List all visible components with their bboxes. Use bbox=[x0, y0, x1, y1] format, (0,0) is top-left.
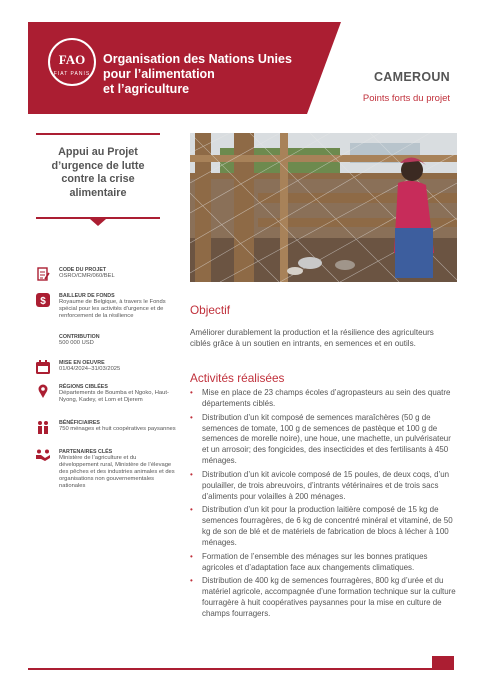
info-value: Départements de Boumba et Ngoko, Haut-Nyong, Kadey, et Lom et Djerem bbox=[59, 390, 169, 404]
handshake-icon bbox=[36, 449, 50, 463]
objective-text: Améliorer durablement la production et la résilience des agriculteurs ciblés grâce à un soutien en intrants, en semences et en outils. bbox=[190, 328, 434, 348]
info-funding bbox=[36, 293, 176, 320]
objective-title: Objectif bbox=[190, 303, 230, 317]
activity-item: • Distribution d’un kit pour la production laitière composé de 15 kg de semences fourragères, de 6 kg de concentré minéral et vitaminé, de 50 kg de son de blé et de matériels de fabrication de blocs à lécher à 100 ménages. bbox=[190, 505, 458, 549]
calendar-icon bbox=[36, 360, 50, 374]
info-contribution bbox=[36, 334, 176, 347]
title-notch bbox=[90, 219, 106, 226]
activity-item: • Mise en place de 23 champs écoles d’agropasteurs au sein des quatre départements ciblés. bbox=[190, 388, 458, 410]
footer-line bbox=[28, 668, 454, 670]
project-title-line: d’urgence de lutte bbox=[51, 159, 145, 172]
info-label: CODE DU PROJET bbox=[59, 267, 107, 273]
org-line: et l’agriculture bbox=[103, 82, 190, 96]
info-regions bbox=[36, 384, 176, 404]
info-value: 500 000 USD bbox=[59, 340, 94, 346]
info-value: 01/04/2024–31/03/2025 bbox=[59, 366, 121, 372]
info-value: Royaume de Belgique, à travers le Fonds spécial pour les activités d’urgence et de renforcement de la résilience bbox=[59, 299, 166, 320]
info-project-code bbox=[36, 267, 176, 280]
activity-item: • Distribution d’un kit composé de semences maraîchères (50 g de semences de tomate, 100 g de semences de pastèque et 100 g de semences de morelle noire), une houe, une machette, un pulvérisateur et un arrosoir; des fongicides, des insecticides et des fertilisants à 450 ménages. bbox=[190, 413, 458, 468]
project-title-line: alimentaire bbox=[69, 186, 127, 199]
info-value: Ministère de l’agriculture et du développement rural, Ministère de l’élevage des pêches et des industries animales et des organisations non gouvernementales nationales bbox=[59, 455, 175, 490]
project-title-line: contre la crise bbox=[61, 173, 135, 185]
info-label: PARTENAIRES CLÉS bbox=[59, 449, 113, 455]
activities-list bbox=[190, 388, 458, 623]
info-label: RÉGIONS CIBLÉES bbox=[59, 384, 108, 390]
fao-logo bbox=[48, 38, 96, 86]
project-photo bbox=[190, 133, 457, 282]
activity-item: • Distribution de 400 kg de semences fourragères, 800 kg d’urée et du matériel agricole, accompagnée d’une formation technique sur la culture fourragère à huit coopératives paysannes pour la mise en culture de champs fourragers. bbox=[190, 576, 458, 620]
page-subtitle: Points forts du projet bbox=[362, 93, 450, 104]
document-icon bbox=[36, 267, 50, 281]
org-line: Organisation des Nations Unies bbox=[103, 52, 292, 66]
info-label: BAILLEUR DE FONDS bbox=[59, 293, 115, 299]
project-title-line: Appui au Projet bbox=[58, 146, 138, 158]
fao-logo-text: FAO bbox=[58, 52, 86, 67]
info-label: BÉNÉFICIAIRES bbox=[59, 420, 100, 426]
header-banner-tip bbox=[307, 22, 341, 114]
money-bag-icon bbox=[36, 293, 50, 307]
info-partners bbox=[36, 449, 176, 490]
activity-item: • Distribution d’un kit avicole composé de 15 poules, de deux coqs, d’un poulailler, de trois abreuvoirs, d’intrants vétérinaires et de trois sacs d’aliments pour volailles à 200 ménages. bbox=[190, 470, 458, 503]
footer-accent bbox=[432, 656, 454, 670]
activity-item: • Formation de l’ensemble des ménages sur les bonnes pratiques agricoles et d’adaptation face aux changements climatiques. bbox=[190, 552, 458, 574]
info-label: MISE EN OEUVRE bbox=[59, 360, 105, 366]
map-pin-icon bbox=[36, 384, 50, 398]
svg-text:$: $ bbox=[40, 296, 46, 307]
project-title bbox=[36, 146, 160, 200]
fao-logo-motto: FIAT PANIS bbox=[53, 71, 91, 77]
org-line: pour l’alimentation bbox=[103, 67, 215, 81]
country-title: CAMEROUN bbox=[373, 70, 450, 84]
info-beneficiaries bbox=[36, 420, 176, 433]
info-implementation bbox=[36, 360, 176, 373]
organization-name bbox=[103, 52, 292, 97]
info-value: OSRO/CMR/060/BEL bbox=[59, 273, 115, 279]
info-value: 750 ménages et huit coopératives paysannes bbox=[59, 426, 176, 432]
info-label: CONTRIBUTION bbox=[59, 334, 100, 340]
people-icon bbox=[36, 420, 50, 434]
activities-title: Activités réalisées bbox=[190, 371, 285, 385]
